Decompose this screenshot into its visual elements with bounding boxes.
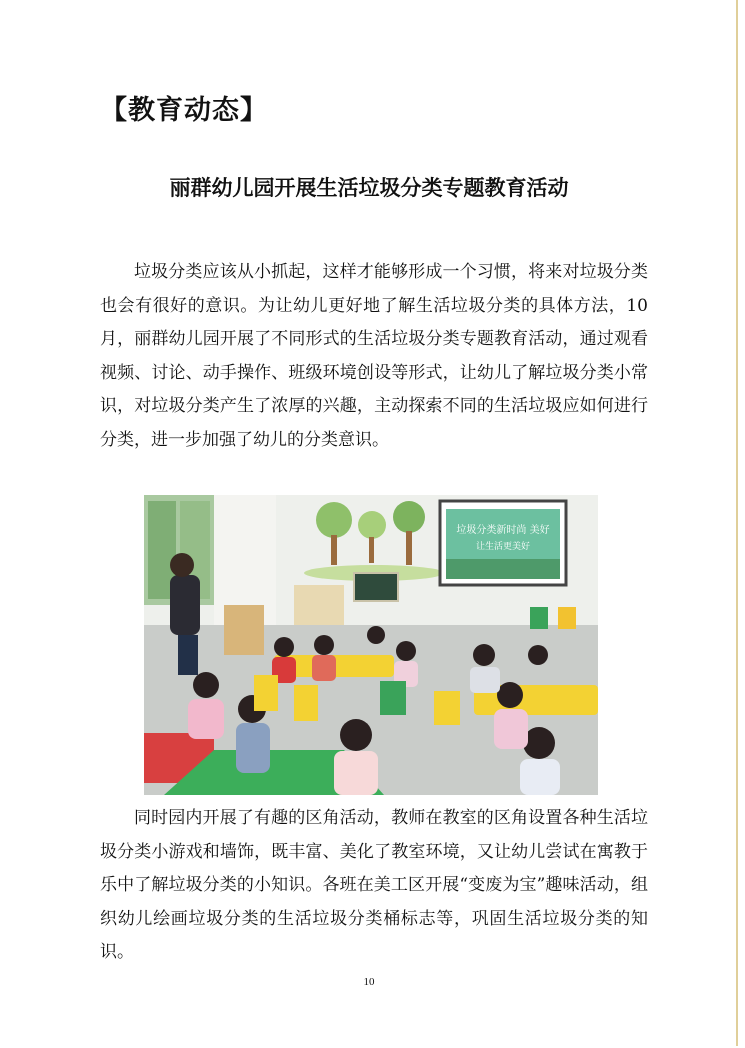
page-number: 10: [363, 976, 375, 988]
article-title: 丽群幼儿园开展生活垃圾分类专题教育活动: [169, 176, 569, 200]
article-paragraph-1: 垃圾分类应该从小抓起，这样才能够形成一个习惯，将来对垃圾分类也会有很好的意识。为让幼儿更好地了解生活垃圾分类的具体方法，10月，丽群幼儿园开展了不同形式的生活垃圾分类专题教育活动，通过观看视频、讨论、动手操作、班级环境创设等形式，让幼儿了解垃圾分类小常识，对垃圾分类产生了浓厚的兴趣，主动探索不同的生活垃圾应如何进行分类，进一步加强了幼儿的分类意识。: [100, 262, 648, 450]
screen-text-2: 让生活更美好: [475, 542, 531, 552]
section-header: 【教育动态】: [100, 95, 268, 126]
screen-text-1: 垃圾分类新时尚 美好: [456, 525, 550, 536]
article-paragraph-2: 同时园内开展了有趣的区角活动，教师在教室的区角设置各种生活垃圾分类小游戏和墙饰，既丰富、美化了教室环境，又让幼儿尝试在寓教于乐中了解垃圾分类的小知识。各班在美工区开展“变废为宝”趣味活动，组织幼儿绘画垃圾分类的生活垃圾分类桶标志等，巩固生活垃圾分类的知识。: [100, 808, 648, 962]
classroom-photo: [144, 495, 598, 795]
